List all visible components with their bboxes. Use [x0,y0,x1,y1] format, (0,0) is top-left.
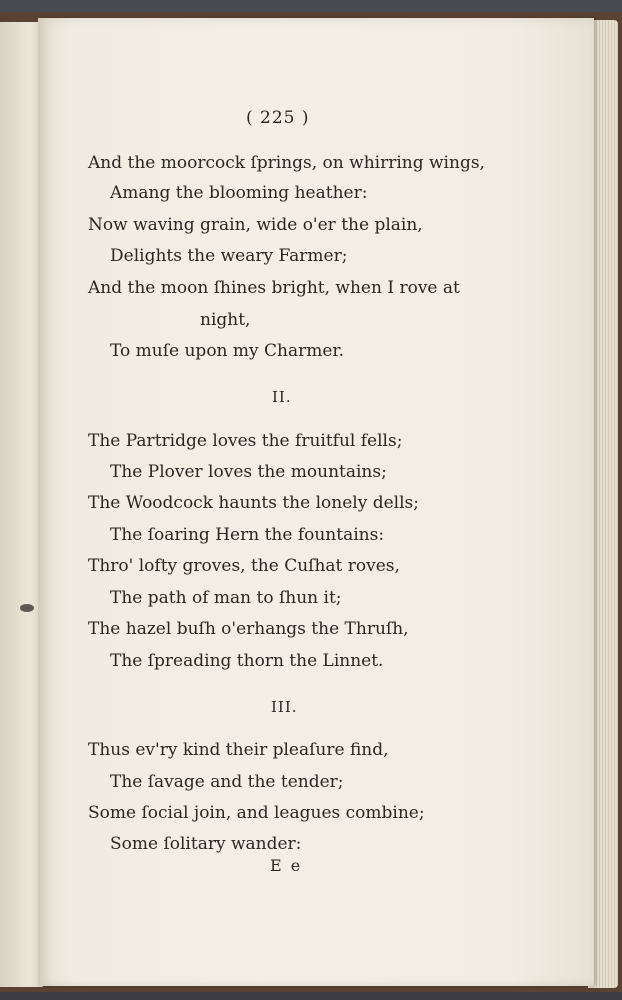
verse-line: The ſpreading thorn the Linnet. [110,651,384,671]
signature-mark: E e [270,856,303,875]
verse-line: night, [200,310,251,330]
verse-line: Some ſocial join, and leagues combine; [88,803,425,823]
section-heading: III. [271,698,298,716]
verse-line: The path of man to ſhun it; [110,588,342,608]
book-page [38,18,594,986]
verse-line: Amang the blooming heather: [110,183,368,203]
verse-line: The ſoaring Hern the fountains: [110,525,385,545]
verse-line: The hazel buſh o'erhangs the Thruſh, [88,619,409,639]
verse-line: The ſavage and the tender; [110,772,344,792]
verse-line: The Woodcock haunts the lonely dells; [88,493,419,513]
verse-line: Some ſolitary wander: [110,834,302,854]
verse-line: The Partridge loves the fruitful fells; [88,431,403,451]
verse-line: And the moon ſhines bright, when I rove at [88,278,460,298]
page-number: ( 225 ) [246,108,310,128]
page-text [38,18,594,986]
verse-line: Thus ev'ry kind their pleaſure find, [88,740,389,760]
verse-line: Delights the weary Farmer; [110,246,348,266]
verse-line: Now waving grain, wide o'er the plain, [88,215,423,235]
section-heading: II. [272,388,292,406]
verse-line: To muſe upon my Charmer. [110,341,345,361]
verse-line: Thro' lofty groves, the Cuſhat roves, [88,556,400,576]
verse-line: The Plover loves the mountains; [110,462,387,482]
ink-stain [20,604,34,612]
facing-page-edge [0,22,43,987]
verse-line: And the moorcock ſprings, on whirring wings, [88,153,485,173]
